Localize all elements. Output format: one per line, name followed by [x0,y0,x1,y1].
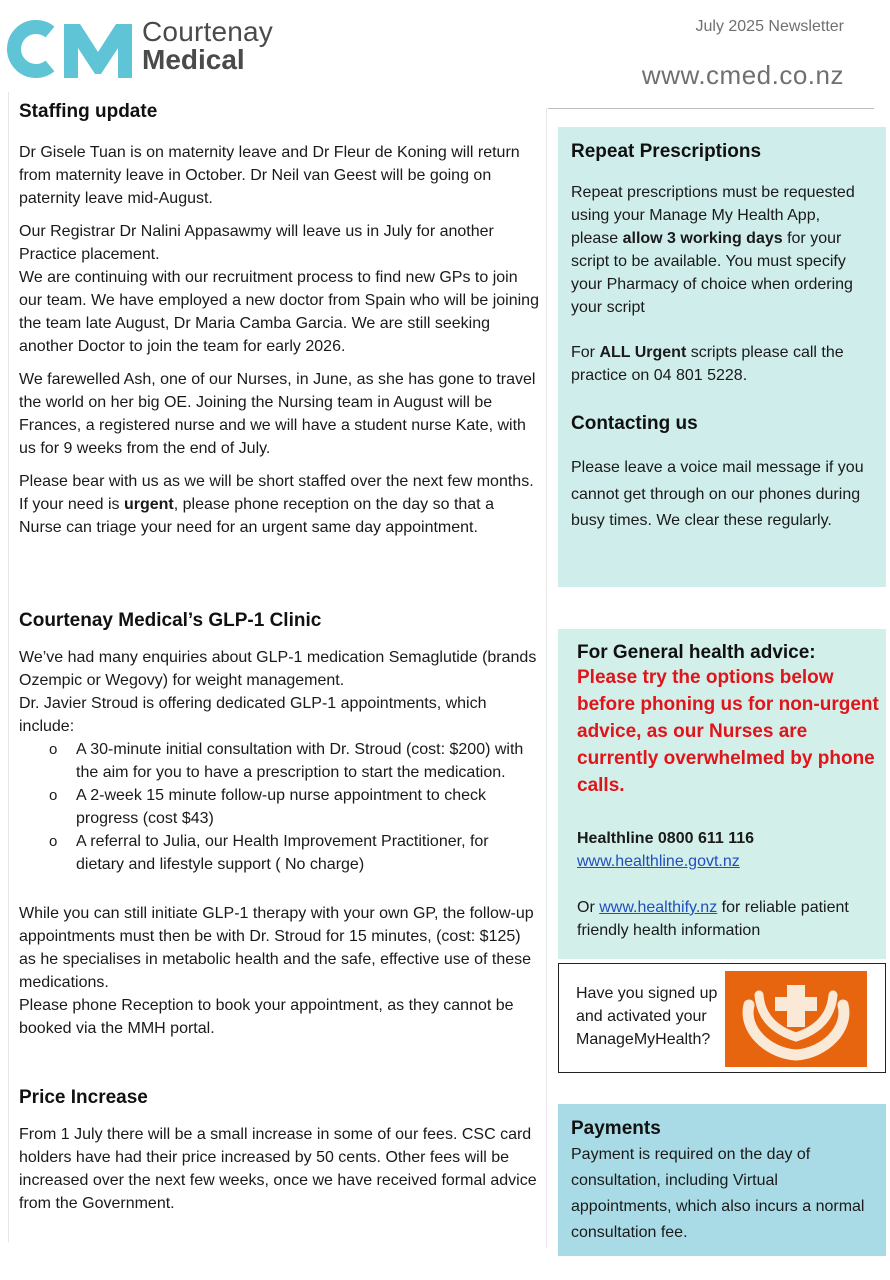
staffing-paragraph-2a: Our Registrar Dr Nalini Appasawmy will leave us in July for another Practice placement. [19,223,494,263]
glp-heading: Courtenay Medical’s GLP-1 Clinic [19,610,322,631]
healthline-link[interactable]: www.healthline.govt.nz [577,853,740,870]
glp-paragraph-1b: Dr. Javier Stroud is offering dedicated GLP-1 appointments, which include: [19,695,487,735]
contact-heading: Contacting us [571,413,698,434]
contact-paragraph: Please leave a voice mail message if you cannot get through on our phones during busy times. We clear these regularly. [571,459,864,529]
logo-line-medical: Medical [142,44,245,75]
staffing-section [19,100,539,539]
logo-line-courtenay: Courtenay [142,16,273,47]
staffing-heading: Staffing update [19,101,158,122]
glp-list-item: o A referral to Julia, our Health Improvement Practitioner, for dietary and lifestyle support ( No charge) [19,830,539,876]
repeat-heading: Repeat Prescriptions [571,141,762,162]
managemyhealth-box [558,963,886,1073]
healthify-link[interactable]: www.healthify.nz [599,899,718,916]
glp-paragraph-2b: Please phone Reception to book your appointment, as they cannot be booked via the MMH portal. [19,997,514,1037]
mmh-text: Have you signed up and activated your ManageMyHealth? [576,985,718,1048]
advice-heading: For General health advice: [577,642,816,663]
payments-heading: Payments [571,1118,661,1139]
healthify-line: Or www.healthify.nz for reliable patient friendly health information [577,899,849,939]
repeat-paragraph-2: For ALL Urgent scripts please call the practice on 04 801 5228. [571,344,844,384]
repeat-prescriptions-box [558,127,886,587]
glp-list-item: o A 30-minute initial consultation with Dr. Stroud (cost: $200) with the aim for you to have a prescription to start the medication. [19,738,539,784]
managemyhealth-logo-icon [725,971,867,1067]
staffing-paragraph-3: We farewelled Ash, one of our Nurses, in June, as she has gone to travel the world on her big OE. Joining the Nursing team in August will be Frances, a registered nurse and we will have a student nurse Kate, with us for 9 weeks from the end of July. [19,371,536,457]
urgent-emphasis: urgent [123,496,174,513]
glp-section [19,609,539,1040]
repeat-paragraph-1: Repeat prescriptions must be requested using your Manage My Health App, please allow 3 working days for your script to be available. You must specify your Pharmacy of choice when ordering your script [571,184,855,316]
staffing-paragraph-4b: If your need is urgent, please phone reception on the day so that a Nurse can triage your need for an urgent same day appointment. [19,496,494,536]
glp-list-item: o A 2-week 15 minute follow-up nurse appointment to check progress (cost $43) [19,784,539,830]
price-section [19,1086,539,1215]
staffing-paragraph-1: Dr Gisele Tuan is on maternity leave and Dr Fleur de Koning will return from maternity leave in October. Dr Neil van Geest will be going on paternity leave mid-August. [19,144,520,207]
price-paragraph: From 1 July there will be a small increase in some of our fees. CSC card holders have had their price increased by 50 cents. Other fees will be increased over the next few weeks, once we have received formal advice from the Government. [19,1126,537,1212]
column-divider [546,108,547,1248]
staffing-paragraph-2b: We are continuing with our recruitment process to find new GPs to join our team. We have employed a new doctor from Spain who will be joining the team late August, Dr Maria Camba Garcia. We are still seeking another Doctor to join the team for early 2026. [19,269,539,355]
glp-appointment-list [19,738,539,876]
advice-warning: Please try the options below before phoning us for non-urgent advice, as our Nurses are currently overwhelmed by phone calls. [577,667,879,796]
newsletter-issue: July 2025 Newsletter [695,18,844,35]
payments-paragraph: Payment is required on the day of consultation, including Virtual appointments, which also incurs a normal consultation fee. [571,1146,865,1241]
health-advice-box [558,629,886,959]
price-heading: Price Increase [19,1087,148,1108]
left-column-rule [8,92,9,1242]
logo-text [142,18,273,74]
logo-mark [6,20,134,78]
healthline-phone: Healthline 0800 611 116 [577,830,755,847]
glp-paragraph-1a: We’ve had many enquiries about GLP-1 medication Semaglutide (brands Ozempic or Wegovy) for weight management. [19,649,537,689]
staffing-paragraph-4a: Please bear with us as we will be short staffed over the next few months. [19,473,534,490]
header-divider [548,108,874,109]
glp-paragraph-2a: While you can still initiate GLP-1 therapy with your own GP, the follow-up appointments must then be with Dr. Stroud for 15 minutes, (cost: $125) as he specialises in metabolic health and the safe, effective use of these medications. [19,905,534,991]
payments-box [558,1104,886,1256]
website-url[interactable]: www.cmed.co.nz [641,60,844,90]
